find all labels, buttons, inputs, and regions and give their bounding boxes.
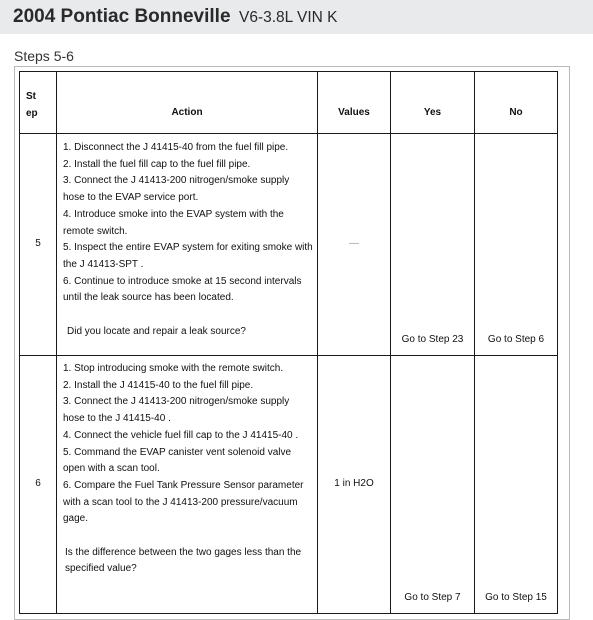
table-header-row [20, 72, 558, 134]
no-cell [475, 134, 558, 356]
action-item: 3. Connect the J 41413-200 nitrogen/smoke supply hose to the J 41415-40 . [63, 396, 290, 425]
table-row [20, 134, 558, 356]
action-item: 3. Connect the J 41413-200 nitrogen/smoke supply hose to the EVAP service port. [63, 175, 290, 204]
no-link[interactable]: Go to Step 15 [485, 592, 547, 604]
action-item: 1. Stop introducing smoke with the remote switch. [63, 363, 284, 374]
page-header [0, 0, 593, 34]
step-question: Did you locate and repair a leak source? [67, 325, 246, 337]
action-item: 4. Connect the vehicle fuel fill cap to the J 41415-40 . [63, 429, 299, 441]
column-header-step-line1: St [26, 91, 36, 102]
page-title: 2004 Pontiac Bonneville [13, 6, 231, 27]
action-item: 2. Install the fuel fill cap to the fuel fill pipe. [63, 158, 251, 170]
action-item: 6. Compare the Fuel Tank Pressure Sensor parameter with a scan tool to the J 41413-200 pressure/vacuum gage. [63, 479, 304, 525]
step-question: Is the difference between the two gages less than the specified value? [65, 546, 302, 575]
no-cell [475, 356, 558, 614]
action-cell [57, 134, 318, 356]
column-header-action: Action [57, 72, 318, 134]
action-item: 1. Disconnect the J 41415-40 from the fuel fill pipe. [63, 142, 289, 153]
action-item: 5. Command the EVAP canister vent solenoid valve open with a scan tool. [63, 446, 292, 475]
column-header-step [20, 72, 57, 134]
step-number: 5 [20, 134, 57, 356]
yes-link[interactable]: Go to Step 23 [401, 334, 464, 346]
values-cell: — [318, 134, 391, 356]
yes-cell [391, 134, 475, 356]
action-item: 5. Inspect the entire EVAP system for exiting smoke with the J 41413-SPT . [63, 242, 313, 270]
column-header-no: No [475, 72, 558, 134]
yes-cell [391, 356, 475, 614]
engine-subtitle: V6-3.8L VIN K [238, 9, 338, 26]
table-row [20, 356, 558, 614]
column-header-yes: Yes [391, 72, 475, 134]
action-item: 2. Install the J 41415-40 to the fuel fill pipe. [63, 379, 254, 391]
step-number: 6 [20, 356, 57, 614]
column-header-step-line2: ep [26, 108, 38, 119]
section-label: Steps 5-6 [14, 48, 74, 64]
action-item: 6. Continue to introduce smoke at 15 second intervals until the leak source has been located. [63, 275, 302, 304]
yes-link[interactable]: Go to Step 7 [404, 592, 461, 604]
diagnostic-table [19, 71, 558, 614]
action-cell [57, 356, 318, 614]
no-link[interactable]: Go to Step 6 [487, 334, 545, 346]
values-cell: 1 in H2O [318, 356, 391, 614]
column-header-values: Values [318, 72, 391, 134]
action-item: 4. Introduce smoke into the EVAP system with the remote switch. [63, 208, 284, 237]
